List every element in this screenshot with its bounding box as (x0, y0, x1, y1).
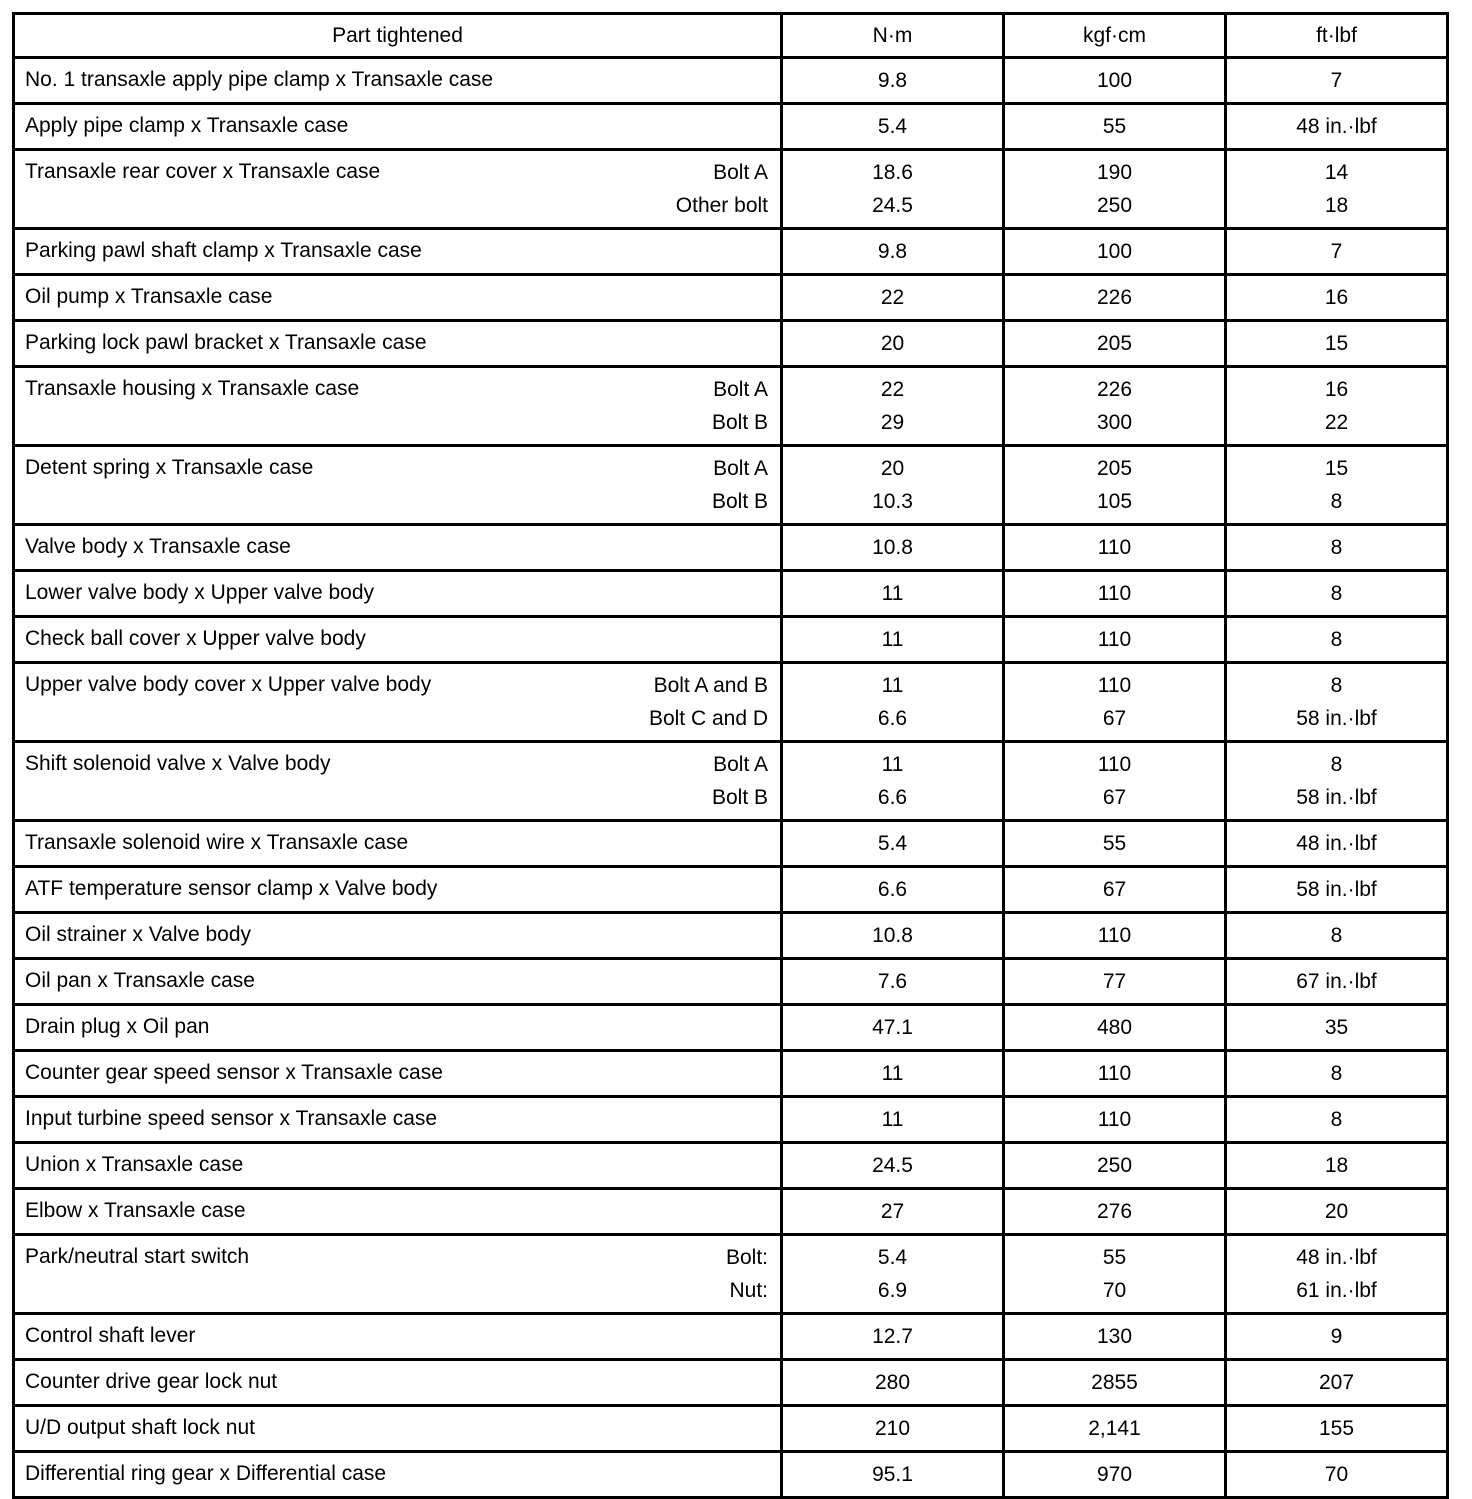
value-nm-cell (782, 275, 1004, 321)
part-cell (14, 1143, 782, 1189)
value-nm: 47.1 (872, 1016, 913, 1039)
value-kgf-cm-cell (1004, 321, 1226, 367)
value-ft-lbf: 14 (1324, 161, 1349, 184)
value-kgf-cm-cell (1004, 1005, 1226, 1051)
part-cell (14, 742, 782, 821)
value-nm: 22 (880, 286, 905, 309)
value-ft-lbf: 58 in.·lbf (1296, 878, 1377, 901)
value-nm: 29 (880, 411, 905, 434)
fastener-label: Bolt A (713, 378, 768, 401)
fastener-labels (712, 378, 768, 444)
part-name: ATF temperature sensor clamp x Valve body (25, 877, 438, 900)
value-nm: 280 (874, 1371, 911, 1394)
part-name: Upper valve body cover x Upper valve body (25, 673, 432, 696)
value-nm: 24.5 (872, 1154, 913, 1177)
fastener-label: Bolt B (711, 786, 768, 809)
value-nm-cell (782, 1235, 1004, 1314)
value-nm: 95.1 (872, 1463, 913, 1486)
fastener-label: Bolt B (711, 411, 768, 434)
value-kgf-cm-cell (1004, 150, 1226, 229)
table-row (14, 959, 1448, 1005)
value-nm: 6.9 (877, 1279, 908, 1302)
part-cell (14, 617, 782, 663)
fastener-labels (712, 753, 768, 819)
value-kgf-cm-cell (1004, 275, 1226, 321)
value-nm-cell (782, 446, 1004, 525)
value-nm-cell (782, 1314, 1004, 1360)
value-ft-lbf-cell (1226, 58, 1448, 104)
value-nm: 11 (881, 1062, 904, 1085)
value-nm: 11 (881, 674, 904, 697)
part-cell (14, 1235, 782, 1314)
table-row (14, 1097, 1448, 1143)
fastener-label: Bolt A (713, 161, 768, 184)
part-cell (14, 446, 782, 525)
fastener-label: Bolt A (713, 753, 768, 776)
table-row (14, 446, 1448, 525)
value-nm: 20 (880, 332, 905, 355)
value-kgf-cm: 67 (1102, 878, 1127, 901)
value-nm: 9.8 (877, 240, 908, 263)
value-ft-lbf-cell (1226, 1452, 1448, 1498)
part-name: Lower valve body x Upper valve body (25, 581, 375, 604)
value-nm-cell (782, 663, 1004, 742)
value-kgf-cm-cell (1004, 1143, 1226, 1189)
part-cell (14, 867, 782, 913)
value-ft-lbf: 18 (1324, 194, 1349, 217)
table-row (14, 913, 1448, 959)
value-kgf-cm-cell (1004, 571, 1226, 617)
value-ft-lbf: 9 (1330, 1325, 1343, 1348)
value-nm: 10.3 (872, 490, 913, 513)
value-ft-lbf-cell (1226, 1143, 1448, 1189)
value-nm-cell (782, 1005, 1004, 1051)
value-nm-cell (782, 229, 1004, 275)
value-nm-cell (782, 571, 1004, 617)
value-kgf-cm-cell (1004, 663, 1226, 742)
value-kgf-cm: 190 (1096, 161, 1133, 184)
table-row (14, 867, 1448, 913)
value-nm-cell (782, 867, 1004, 913)
value-nm: 7.6 (877, 970, 908, 993)
value-nm-cell (782, 321, 1004, 367)
value-ft-lbf: 48 in.·lbf (1296, 1246, 1377, 1269)
value-nm: 11 (881, 753, 904, 776)
value-nm: 11 (881, 582, 904, 605)
part-cell (14, 104, 782, 150)
value-nm: 9.8 (877, 69, 908, 92)
part-name: Parking pawl shaft clamp x Transaxle case (25, 239, 422, 262)
part-cell (14, 1005, 782, 1051)
part-cell (14, 913, 782, 959)
value-nm: 20 (880, 457, 905, 480)
part-cell (14, 1360, 782, 1406)
value-kgf-cm: 55 (1102, 115, 1127, 138)
value-ft-lbf: 7 (1330, 240, 1343, 263)
value-kgf-cm: 110 (1097, 1108, 1132, 1131)
value-kgf-cm: 105 (1096, 490, 1133, 513)
value-ft-lbf: 8 (1330, 490, 1343, 513)
value-nm: 6.6 (877, 707, 908, 730)
value-kgf-cm-cell (1004, 1097, 1226, 1143)
table-row (14, 1051, 1448, 1097)
value-kgf-cm-cell (1004, 867, 1226, 913)
value-kgf-cm: 226 (1096, 286, 1133, 309)
table-row (14, 1143, 1448, 1189)
part-name: Elbow x Transaxle case (25, 1199, 246, 1222)
fastener-label: Nut: (729, 1279, 768, 1302)
value-kgf-cm: 77 (1102, 970, 1127, 993)
value-kgf-cm: 100 (1096, 240, 1133, 263)
table-row (14, 229, 1448, 275)
value-nm-cell (782, 913, 1004, 959)
value-ft-lbf-cell (1226, 742, 1448, 821)
value-nm-cell (782, 1097, 1004, 1143)
part-cell (14, 1097, 782, 1143)
part-name: Drain plug x Oil pan (25, 1015, 210, 1038)
part-cell (14, 1051, 782, 1097)
table-row (14, 150, 1448, 229)
value-ft-lbf: 70 (1324, 1463, 1349, 1486)
value-nm-cell (782, 1360, 1004, 1406)
value-kgf-cm-cell (1004, 913, 1226, 959)
value-kgf-cm: 100 (1096, 69, 1133, 92)
part-name: Union x Transaxle case (25, 1153, 244, 1176)
table-row (14, 742, 1448, 821)
header-nm: N·m (782, 14, 1004, 58)
fastener-label: Bolt A and B (653, 674, 768, 697)
fastener-labels (649, 674, 768, 740)
value-kgf-cm: 70 (1102, 1279, 1127, 1302)
part-name: Apply pipe clamp x Transaxle case (25, 114, 349, 137)
fastener-labels (712, 457, 768, 523)
part-cell (14, 663, 782, 742)
value-nm-cell (782, 959, 1004, 1005)
fastener-label: Other bolt (675, 194, 768, 217)
value-kgf-cm: 55 (1102, 1246, 1127, 1269)
value-ft-lbf: 155 (1318, 1417, 1355, 1440)
value-kgf-cm-cell (1004, 446, 1226, 525)
value-nm: 22 (880, 378, 905, 401)
value-nm: 24.5 (872, 194, 913, 217)
value-nm: 11 (881, 1108, 904, 1131)
value-ft-lbf: 15 (1324, 332, 1349, 355)
value-nm-cell (782, 742, 1004, 821)
value-kgf-cm: 110 (1097, 582, 1132, 605)
value-ft-lbf-cell (1226, 821, 1448, 867)
value-nm-cell (782, 1143, 1004, 1189)
value-kgf-cm-cell (1004, 525, 1226, 571)
value-ft-lbf: 58 in.·lbf (1296, 786, 1377, 809)
value-ft-lbf-cell (1226, 229, 1448, 275)
value-kgf-cm: 250 (1096, 1154, 1133, 1177)
value-kgf-cm: 205 (1096, 457, 1133, 480)
value-ft-lbf: 16 (1324, 378, 1349, 401)
value-kgf-cm-cell (1004, 959, 1226, 1005)
value-kgf-cm: 2,141 (1088, 1417, 1141, 1440)
table-row (14, 617, 1448, 663)
value-ft-lbf: 16 (1324, 286, 1349, 309)
value-kgf-cm: 276 (1096, 1200, 1133, 1223)
part-name: Park/neutral start switch (25, 1245, 250, 1268)
part-cell (14, 58, 782, 104)
value-kgf-cm: 110 (1097, 674, 1132, 697)
value-ft-lbf-cell (1226, 959, 1448, 1005)
table-row (14, 1314, 1448, 1360)
fastener-labels (726, 1246, 768, 1312)
part-cell (14, 571, 782, 617)
part-name: Oil strainer x Valve body (25, 923, 252, 946)
value-ft-lbf-cell (1226, 867, 1448, 913)
value-ft-lbf: 15 (1324, 457, 1349, 480)
value-ft-lbf: 207 (1318, 1371, 1355, 1394)
part-name: Transaxle rear cover x Transaxle case (25, 160, 381, 183)
value-nm-cell (782, 1406, 1004, 1452)
value-kgf-cm-cell (1004, 1189, 1226, 1235)
part-cell (14, 229, 782, 275)
value-ft-lbf: 8 (1330, 674, 1343, 697)
value-nm-cell (782, 58, 1004, 104)
part-name: Check ball cover x Upper valve body (25, 627, 366, 650)
value-ft-lbf: 8 (1330, 924, 1343, 947)
value-nm: 5.4 (877, 832, 908, 855)
value-nm: 6.6 (877, 786, 908, 809)
value-ft-lbf-cell (1226, 1235, 1448, 1314)
header-row (14, 14, 1448, 58)
value-ft-lbf: 8 (1330, 628, 1343, 651)
value-ft-lbf-cell (1226, 525, 1448, 571)
value-nm-cell (782, 150, 1004, 229)
value-kgf-cm: 110 (1097, 924, 1132, 947)
fastener-label: Bolt A (713, 457, 768, 480)
value-nm: 6.6 (877, 878, 908, 901)
value-kgf-cm: 2855 (1091, 1371, 1138, 1394)
part-cell (14, 821, 782, 867)
value-ft-lbf-cell (1226, 321, 1448, 367)
fastener-label: Bolt: (725, 1246, 768, 1269)
value-ft-lbf-cell (1226, 1051, 1448, 1097)
part-cell (14, 1189, 782, 1235)
table-row (14, 275, 1448, 321)
table-row (14, 104, 1448, 150)
value-nm: 210 (874, 1417, 911, 1440)
value-ft-lbf-cell (1226, 913, 1448, 959)
part-cell (14, 1314, 782, 1360)
part-name: Transaxle housing x Transaxle case (25, 377, 360, 400)
table-row (14, 1189, 1448, 1235)
value-nm-cell (782, 525, 1004, 571)
value-kgf-cm: 250 (1096, 194, 1133, 217)
value-kgf-cm-cell (1004, 742, 1226, 821)
value-nm-cell (782, 617, 1004, 663)
value-ft-lbf: 61 in.·lbf (1296, 1279, 1377, 1302)
value-ft-lbf: 8 (1330, 1062, 1343, 1085)
fastener-label: Bolt C and D (648, 707, 768, 730)
value-ft-lbf: 22 (1324, 411, 1349, 434)
value-ft-lbf: 8 (1330, 753, 1343, 776)
fastener-label: Bolt B (711, 490, 768, 513)
part-name: Oil pump x Transaxle case (25, 285, 273, 308)
value-kgf-cm: 970 (1096, 1463, 1133, 1486)
part-name: Control shaft lever (25, 1324, 196, 1347)
value-nm-cell (782, 1051, 1004, 1097)
value-nm: 11 (881, 628, 904, 651)
value-ft-lbf-cell (1226, 367, 1448, 446)
value-kgf-cm: 205 (1096, 332, 1133, 355)
value-ft-lbf-cell (1226, 446, 1448, 525)
value-kgf-cm: 55 (1102, 832, 1127, 855)
value-ft-lbf: 20 (1324, 1200, 1349, 1223)
value-nm-cell (782, 367, 1004, 446)
fastener-labels (676, 161, 768, 227)
value-nm: 10.8 (872, 536, 913, 559)
value-kgf-cm: 110 (1097, 1062, 1132, 1085)
part-cell (14, 1406, 782, 1452)
value-ft-lbf-cell (1226, 275, 1448, 321)
value-kgf-cm: 226 (1096, 378, 1133, 401)
part-name: Oil pan x Transaxle case (25, 969, 255, 992)
table-row (14, 1406, 1448, 1452)
table-row (14, 571, 1448, 617)
part-cell (14, 321, 782, 367)
part-name: No. 1 transaxle apply pipe clamp x Transaxle case (25, 68, 494, 91)
value-ft-lbf: 67 in.·lbf (1296, 970, 1377, 993)
value-ft-lbf: 8 (1330, 536, 1343, 559)
header-ft-lbf: ft·lbf (1226, 14, 1448, 58)
value-kgf-cm: 110 (1097, 628, 1132, 651)
table-row (14, 525, 1448, 571)
part-cell (14, 525, 782, 571)
value-kgf-cm-cell (1004, 58, 1226, 104)
value-ft-lbf-cell (1226, 571, 1448, 617)
part-name: Input turbine speed sensor x Transaxle case (25, 1107, 438, 1130)
value-kgf-cm-cell (1004, 229, 1226, 275)
header-kgf-cm: kgf·cm (1004, 14, 1226, 58)
value-kgf-cm: 130 (1096, 1325, 1133, 1348)
value-nm: 10.8 (872, 924, 913, 947)
value-ft-lbf-cell (1226, 104, 1448, 150)
value-ft-lbf: 18 (1324, 1154, 1349, 1177)
value-nm: 5.4 (877, 115, 908, 138)
value-ft-lbf-cell (1226, 1005, 1448, 1051)
value-ft-lbf: 48 in.·lbf (1296, 115, 1377, 138)
part-name: Detent spring x Transaxle case (25, 456, 314, 479)
table-row (14, 663, 1448, 742)
value-kgf-cm-cell (1004, 1235, 1226, 1314)
value-ft-lbf: 8 (1330, 582, 1343, 605)
part-cell (14, 959, 782, 1005)
value-nm-cell (782, 104, 1004, 150)
value-nm: 18.6 (872, 161, 913, 184)
value-ft-lbf-cell (1226, 663, 1448, 742)
table-row (14, 1360, 1448, 1406)
part-cell (14, 1452, 782, 1498)
value-ft-lbf-cell (1226, 617, 1448, 663)
table-row (14, 1452, 1448, 1498)
value-nm-cell (782, 1452, 1004, 1498)
value-kgf-cm: 67 (1102, 707, 1127, 730)
part-name: Counter gear speed sensor x Transaxle case (25, 1061, 443, 1084)
value-ft-lbf-cell (1226, 1406, 1448, 1452)
table-body (14, 58, 1448, 1498)
table-row (14, 821, 1448, 867)
table-row (14, 1005, 1448, 1051)
value-kgf-cm: 300 (1096, 411, 1133, 434)
part-name: Valve body x Transaxle case (25, 535, 291, 558)
value-nm-cell (782, 1189, 1004, 1235)
header-part-tightened: Part tightened (14, 14, 782, 58)
table-row (14, 58, 1448, 104)
value-ft-lbf: 35 (1324, 1016, 1349, 1039)
value-kgf-cm: 67 (1102, 786, 1127, 809)
table-row (14, 367, 1448, 446)
part-name: U/D output shaft lock nut (25, 1416, 255, 1439)
torque-spec-sheet (12, 12, 1446, 1499)
torque-table (12, 12, 1449, 1499)
value-ft-lbf-cell (1226, 1360, 1448, 1406)
value-ft-lbf: 58 in.·lbf (1296, 707, 1377, 730)
value-nm: 12.7 (872, 1325, 913, 1348)
table-row (14, 321, 1448, 367)
value-ft-lbf-cell (1226, 1314, 1448, 1360)
value-kgf-cm-cell (1004, 367, 1226, 446)
value-kgf-cm-cell (1004, 1360, 1226, 1406)
value-kgf-cm-cell (1004, 821, 1226, 867)
table-row (14, 1235, 1448, 1314)
value-kgf-cm: 110 (1097, 753, 1132, 776)
value-kgf-cm: 480 (1096, 1016, 1133, 1039)
part-name: Parking lock pawl bracket x Transaxle case (25, 331, 427, 354)
value-kgf-cm-cell (1004, 617, 1226, 663)
part-cell (14, 275, 782, 321)
part-name: Differential ring gear x Differential case (25, 1462, 387, 1485)
part-name: Counter drive gear lock nut (25, 1370, 278, 1393)
value-ft-lbf: 48 in.·lbf (1296, 832, 1377, 855)
value-nm-cell (782, 821, 1004, 867)
part-cell (14, 150, 782, 229)
value-kgf-cm-cell (1004, 1452, 1226, 1498)
value-ft-lbf-cell (1226, 1097, 1448, 1143)
value-kgf-cm-cell (1004, 1406, 1226, 1452)
value-nm: 5.4 (877, 1246, 908, 1269)
value-ft-lbf: 8 (1330, 1108, 1343, 1131)
value-ft-lbf-cell (1226, 150, 1448, 229)
value-kgf-cm-cell (1004, 1051, 1226, 1097)
value-kgf-cm-cell (1004, 1314, 1226, 1360)
value-ft-lbf: 7 (1330, 69, 1343, 92)
value-kgf-cm: 110 (1097, 536, 1132, 559)
part-name: Transaxle solenoid wire x Transaxle case (25, 831, 409, 854)
value-nm: 27 (880, 1200, 905, 1223)
value-ft-lbf-cell (1226, 1189, 1448, 1235)
part-cell (14, 367, 782, 446)
part-name: Shift solenoid valve x Valve body (25, 752, 331, 775)
value-kgf-cm-cell (1004, 104, 1226, 150)
